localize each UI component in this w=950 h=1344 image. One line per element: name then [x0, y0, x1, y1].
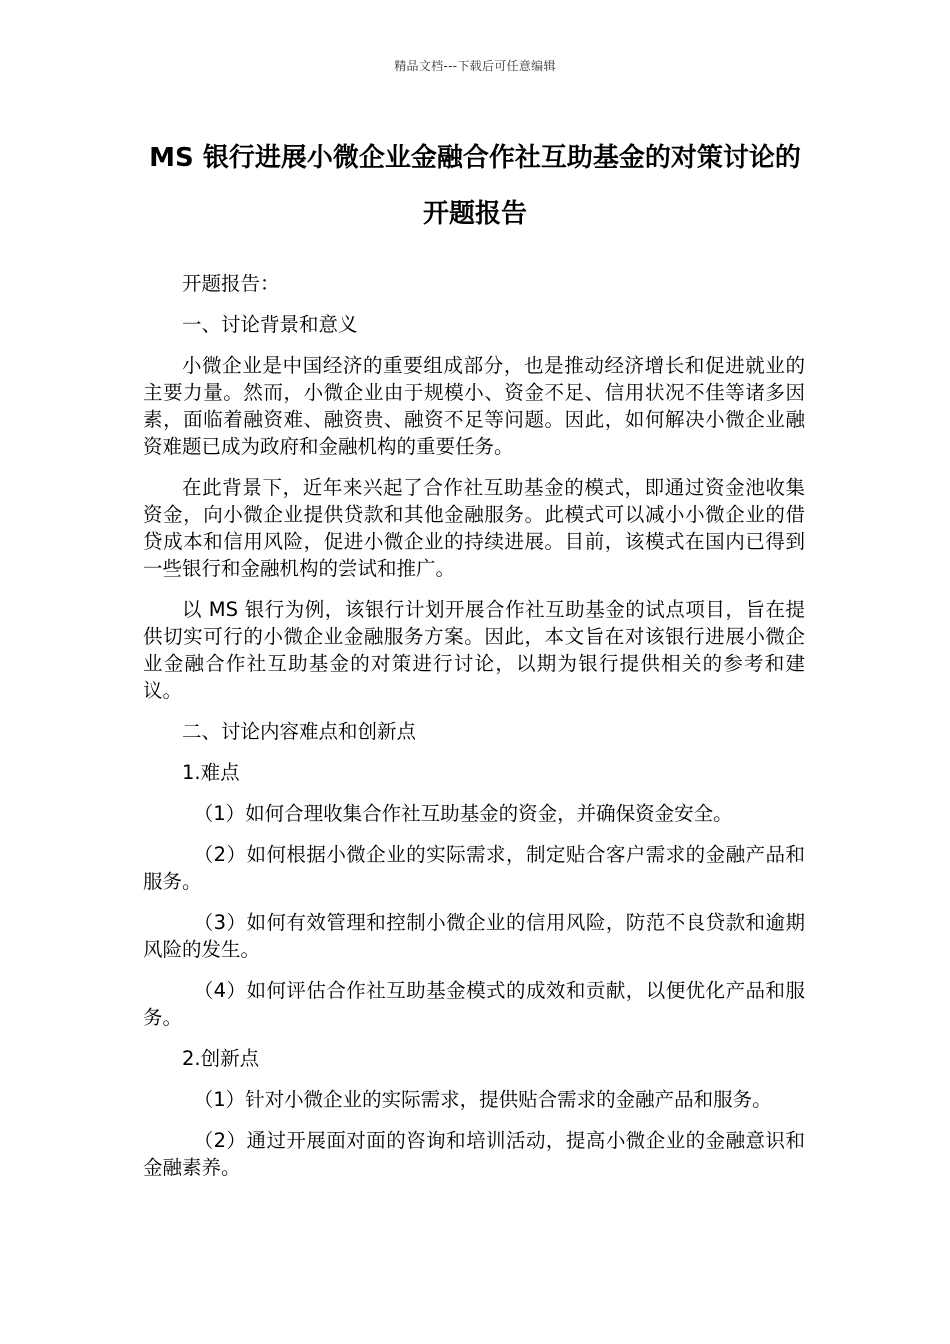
subheading-innovations: 2.创新点 — [182, 1047, 260, 1070]
paragraph: 以 MS 银行为例，该银行计划开展合作社互助基金的试点项目，旨在提供切实可行的小微企业金融服务方案。因此，本文旨在对该银行进展小微企业金融合作社互助基金的对策进行讨论，以期为银行提供相关的参考和建议。 — [143, 598, 805, 702]
list-item: （1）针对小微企业的实际需求，提供贴合需求的金融产品和服务。 — [193, 1088, 772, 1111]
paragraph: 在此背景下，近年来兴起了合作社互助基金的模式，即通过资金池收集资金，向小微企业提供贷款和其他金融服务。此模式可以减小小微企业的借贷成本和信用风险，促进小微企业的持续进展。目前，该模式在国内已得到一些银行和金融机构的尝试和推广。 — [143, 476, 805, 580]
document-body — [143, 270, 805, 1195]
list-item: （4）如何评估合作社互助基金模式的成效和贡献，以便优化产品和服务。 — [143, 979, 805, 1029]
list-item: （3）如何有效管理和控制小微企业的信用风险，防范不良贷款和逾期风险的发生。 — [143, 911, 805, 961]
list-item: （2）通过开展面对面的咨询和培训活动，提高小微企业的金融意识和金融素养。 — [143, 1129, 805, 1179]
list-item: （2）如何根据小微企业的实际需求，制定贴合客户需求的金融产品和服务。 — [143, 843, 805, 893]
list-item: （1）如何合理收集合作社互助基金的资金，并确保资金安全。 — [193, 802, 733, 825]
section-heading-content: 二、讨论内容难点和创新点 — [182, 720, 417, 743]
report-label: 开题报告： — [182, 272, 280, 295]
document-title: MS 银行进展小微企业金融合作社互助基金的对策讨论的开题报告 — [149, 143, 801, 229]
header-note: 精品文档---下载后可任意编辑 — [394, 59, 556, 73]
section-heading-background: 一、讨论背景和意义 — [182, 313, 358, 336]
paragraph: 小微企业是中国经济的重要组成部分，也是推动经济增长和促进就业的主要力量。然而，小微企业由于规模小、资金不足、信用状况不佳等诸多因素，面临着融资难、融资贵、融资不足等问题。因此，如何解决小微企业融资难题已成为政府和金融机构的重要任务。 — [143, 354, 805, 458]
subheading-difficulties: 1.难点 — [182, 761, 240, 784]
